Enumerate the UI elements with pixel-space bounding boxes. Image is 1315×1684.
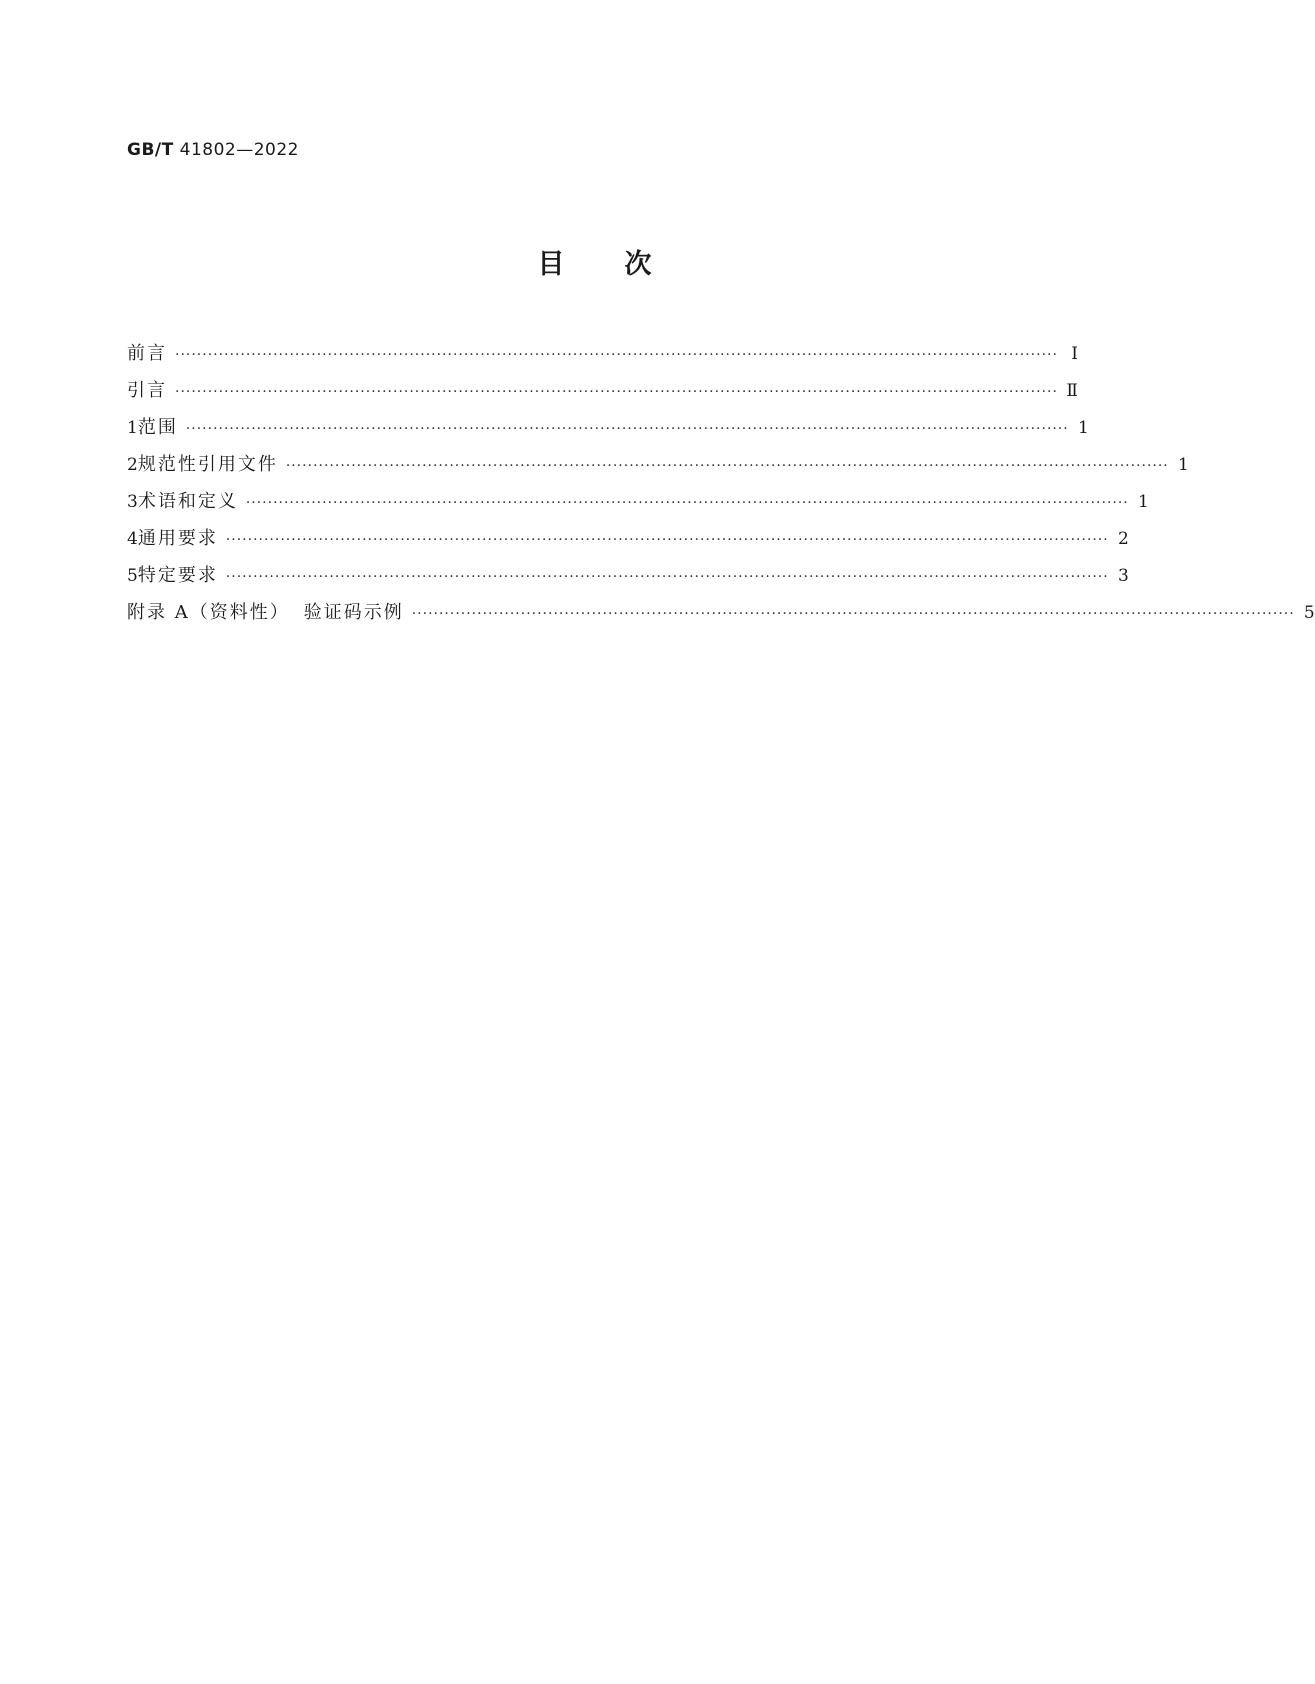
title-char-1: 目 xyxy=(537,249,567,280)
table-of-contents xyxy=(127,339,1315,635)
toc-entry-label: 范围 xyxy=(137,417,178,438)
toc-entry-normative-references[interactable] xyxy=(127,450,1189,487)
toc-entry-number: 1 xyxy=(127,418,138,438)
toc-entry-label: 通用要求 xyxy=(137,528,218,549)
toc-dot-leader: ·································································································································································· xyxy=(185,421,1069,437)
toc-entry-number: 3 xyxy=(127,492,138,512)
toc-entry-number: 4 xyxy=(127,529,138,549)
toc-entry-general-requirements[interactable] xyxy=(127,524,1129,561)
toc-entry-number: 2 xyxy=(127,455,138,475)
toc-page-number: Ⅰ xyxy=(1071,344,1078,364)
toc-entry-specific-requirements[interactable] xyxy=(127,561,1129,598)
toc-page-number: 3 xyxy=(1117,566,1129,586)
toc-entry-introduction[interactable] xyxy=(127,376,1078,413)
toc-page-number: 1 xyxy=(1137,492,1149,512)
toc-entry-number: 5 xyxy=(127,566,138,586)
toc-entry-label: 前言 xyxy=(127,343,167,364)
standard-number: 41802—2022 xyxy=(179,140,299,160)
toc-dot-leader: ·································································································································································· xyxy=(175,347,1058,363)
toc-page-number: 2 xyxy=(1117,529,1129,549)
toc-dot-leader: ·································································································································································· xyxy=(411,606,1295,622)
title-char-2: 次 xyxy=(624,249,654,280)
toc-entry-appendix-a[interactable] xyxy=(127,598,1315,635)
toc-entry-label: 特定要求 xyxy=(137,565,218,586)
toc-entry-label: 术语和定义 xyxy=(137,491,238,512)
toc-entry-terms-definitions[interactable] xyxy=(127,487,1149,524)
toc-entry-label xyxy=(127,598,412,624)
standard-prefix: GB/T xyxy=(127,140,174,160)
toc-dot-leader: ·································································································································································· xyxy=(245,495,1129,511)
toc-page-number: 1 xyxy=(1077,418,1089,438)
toc-dot-leader: ·································································································································································· xyxy=(225,532,1109,548)
toc-dot-leader: ·································································································································································· xyxy=(285,458,1169,474)
toc-entry-scope[interactable] xyxy=(127,413,1089,450)
toc-entry-foreword[interactable] xyxy=(127,339,1078,376)
toc-entry-label: 规范性引用文件 xyxy=(137,454,278,475)
appendix-label: 附录 A（资料性） xyxy=(127,602,290,623)
toc-page-number: Ⅱ xyxy=(1066,381,1078,401)
toc-entry-label: 引言 xyxy=(127,380,167,401)
toc-page-number: 5 xyxy=(1303,603,1315,623)
toc-page-number: 1 xyxy=(1177,455,1189,475)
toc-dot-leader: ·································································································································································· xyxy=(225,569,1109,585)
appendix-title: 验证码示例 xyxy=(303,602,404,623)
toc-dot-leader: ·································································································································································· xyxy=(175,384,1058,400)
page-title xyxy=(0,242,1191,281)
page-header xyxy=(127,140,299,160)
